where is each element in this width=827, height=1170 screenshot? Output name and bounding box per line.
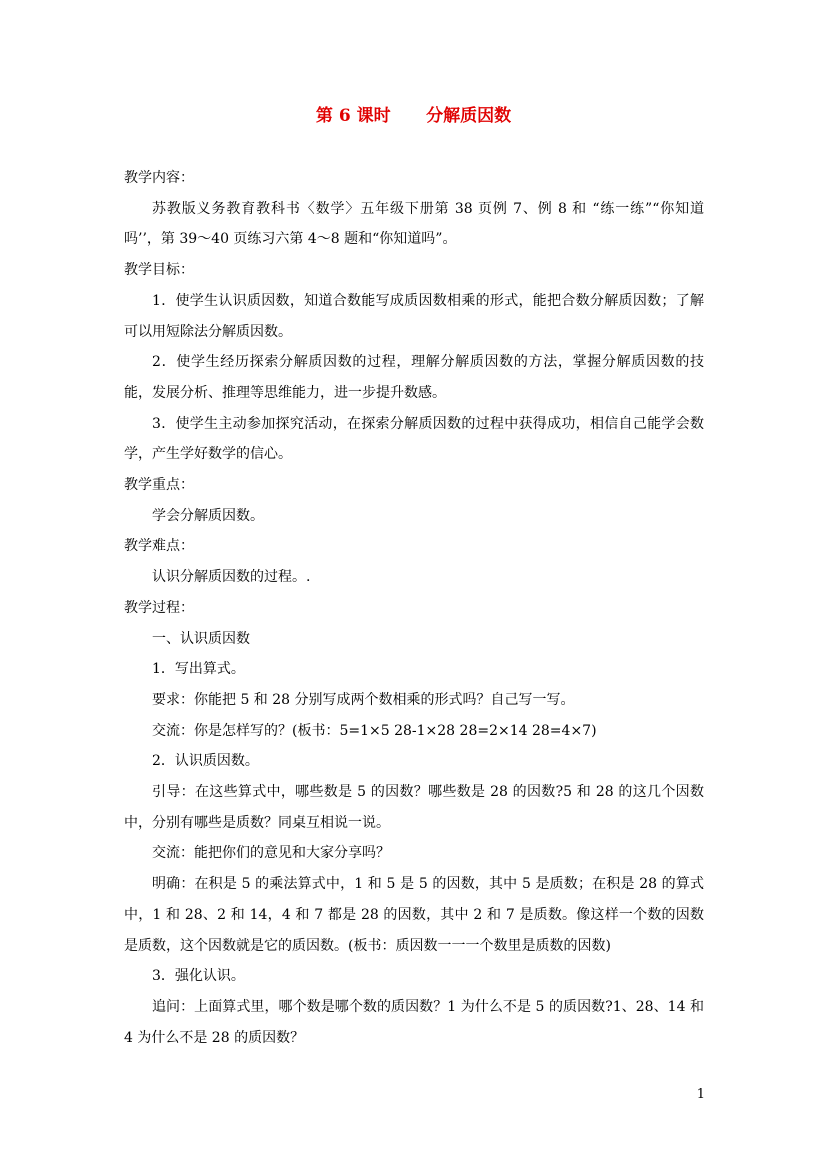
body-paragraph: 引导：在这些算式中，哪些数是 5 的因数？哪些数是 28 的因数?5 和 28 的这几个因数中，分别有哪些是质数？同桌互相说一说。 bbox=[124, 784, 704, 831]
section-heading: 教学重点： bbox=[124, 477, 194, 494]
lesson-title: 第 6 课时 分解质因数 bbox=[315, 106, 512, 126]
page-number: 1 bbox=[696, 1087, 705, 1102]
body-paragraph: 学会分解质因数。 bbox=[152, 507, 264, 524]
body-paragraph: 要求：你能把 5 和 28 分别写成两个数相乘的形式吗？自己写一写。 bbox=[152, 691, 575, 708]
body-paragraph: 1．写出算式。 bbox=[152, 661, 245, 678]
body-paragraph: 1．使学生认识质因数，知道合数能写成质因数相乘的形式，能把合数分解质因数；了解可以用短除法分解质因数。 bbox=[124, 292, 704, 340]
body-paragraph: 明确：在积是 5 的乘法算式中，1 和 5 是 5 的因数，其中 5 是质数；在积是 28 的算式中，1 和 28、2 和 14，4 和 7 都是 28 的因数，其中 2 和 7 是质数。像这样一个数的因数是质数，这个因数就是它的质因数。(板书：质因数一一一个数里是质数的因数) bbox=[124, 876, 704, 954]
body-paragraph: 3．使学生主动参加探究活动，在探索分解质因数的过程中获得成功，相信自己能学会数学，产生学好数学的信心。 bbox=[124, 415, 704, 463]
body-paragraph: 一、认识质因数 bbox=[152, 630, 250, 647]
section-heading: 教学过程： bbox=[124, 599, 194, 616]
body-paragraph: 2．认识质因数。 bbox=[152, 753, 259, 770]
body-paragraph: 苏教版义务教育教科书〈数学〉五年级下册第 38 页例 7、例 8 和 “练一练”“你知道吗’’，第 39～40 页练习六第 4～8 题和“你知道吗”。 bbox=[124, 200, 704, 248]
lesson-body bbox=[124, 163, 704, 1053]
body-paragraph: 追问：上面算式里，哪个数是哪个数的质因数？1 为什么不是 5 的质因数?1、28、14 和 4 为什么不是 28 的质因数？ bbox=[124, 998, 704, 1046]
section-heading: 教学难点： bbox=[124, 538, 194, 555]
section-heading: 教学内容： bbox=[124, 170, 194, 186]
body-paragraph: 3．强化认识。 bbox=[152, 968, 245, 985]
body-paragraph: 认识分解质因数的过程。. bbox=[152, 569, 311, 586]
body-paragraph: 2．使学生经历探索分解质因数的过程，理解分解质因数的方法，掌握分解质因数的技能，发展分析、推理等思维能力，进一步提升数感。 bbox=[124, 354, 704, 401]
body-paragraph: 交流：能把你们的意见和大家分享吗？ bbox=[152, 845, 390, 862]
section-heading: 教学目标： bbox=[124, 262, 194, 279]
body-paragraph: 交流：你是怎样写的？(板书：5=1×5 28-1×28 28=2×14 28=4×7) bbox=[152, 722, 597, 739]
